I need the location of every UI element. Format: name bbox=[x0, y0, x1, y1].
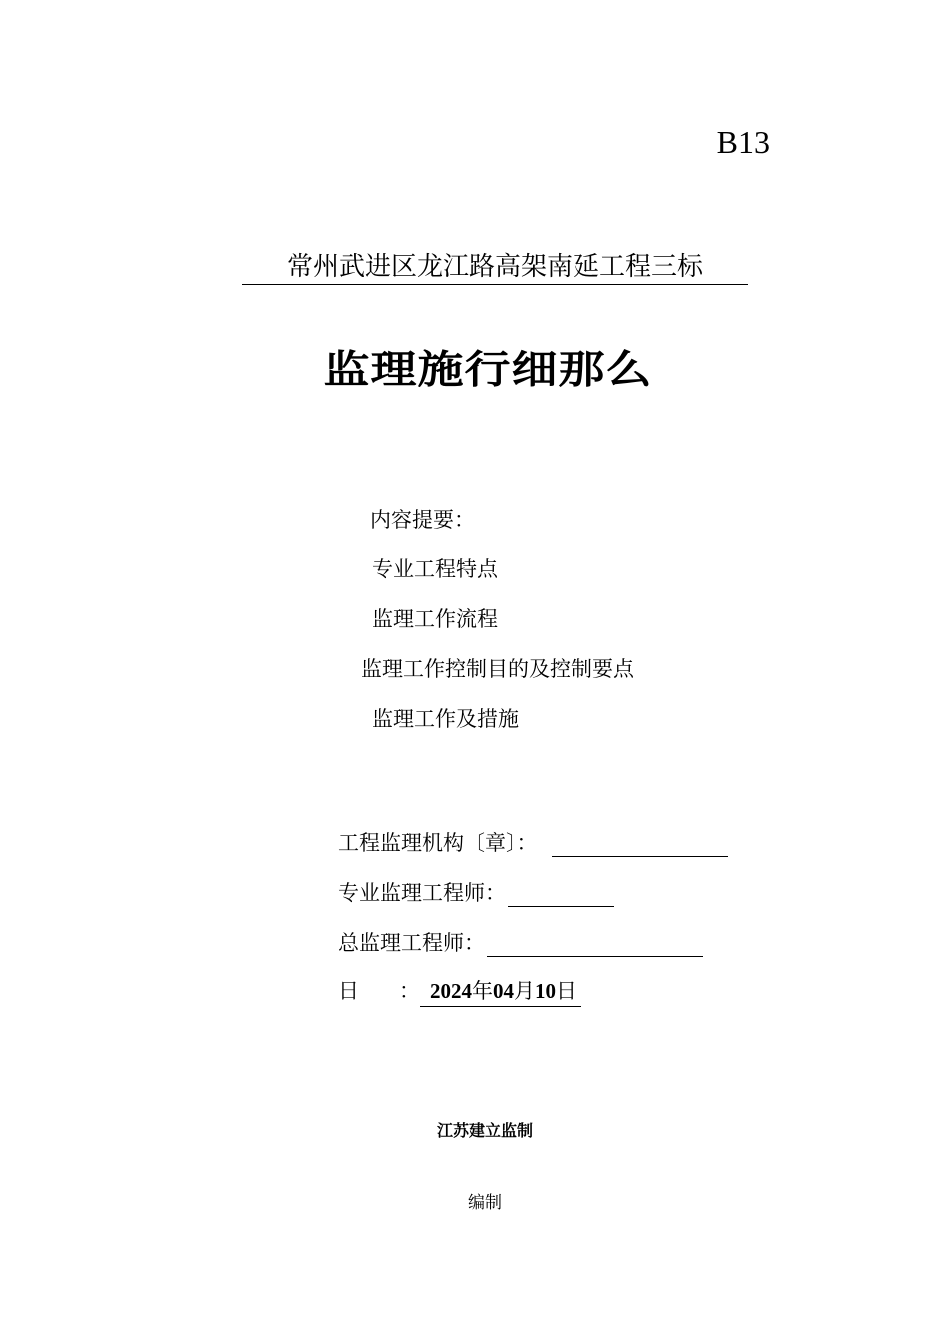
date-month-unit: 月 bbox=[514, 979, 535, 1003]
chief-signature-line bbox=[487, 934, 703, 957]
date-value bbox=[420, 975, 581, 1007]
document-code: B13 bbox=[716, 124, 770, 160]
date-year-unit: 年 bbox=[472, 979, 493, 1003]
engineer-signature-line bbox=[508, 884, 614, 907]
date-row bbox=[338, 975, 581, 1007]
org-signature-label: 工程监理机构〔章〕： bbox=[338, 831, 538, 855]
engineer-signature-label: 专业监理工程师： bbox=[338, 881, 506, 905]
org-signature-row bbox=[338, 827, 728, 857]
contents-heading: 内容提要： bbox=[370, 508, 475, 532]
project-name: 常州武进区龙江路高架南延工程三标 bbox=[242, 250, 748, 285]
date-colon: ： bbox=[399, 979, 420, 1003]
date-day-unit: 日 bbox=[556, 979, 577, 1003]
footer-organization: 江苏建立监制 bbox=[436, 1121, 533, 1140]
footer-compile: 编制 bbox=[468, 1193, 502, 1213]
contents-item: 监理工作流程 bbox=[372, 607, 498, 631]
date-day: 10 bbox=[535, 979, 556, 1003]
contents-item: 专业工程特点 bbox=[372, 557, 498, 581]
engineer-signature-row bbox=[338, 877, 614, 907]
date-month: 04 bbox=[493, 979, 514, 1003]
org-signature-line bbox=[552, 834, 728, 857]
date-label: 日 bbox=[338, 979, 359, 1003]
contents-item: 监理工作及措施 bbox=[372, 707, 519, 731]
contents-item: 监理工作控制目的及控制要点 bbox=[361, 657, 634, 681]
chief-signature-label: 总监理工程师： bbox=[338, 931, 485, 955]
date-year: 2024 bbox=[430, 979, 472, 1003]
main-title: 监理施行细那么 bbox=[323, 346, 653, 393]
chief-signature-row bbox=[338, 927, 703, 957]
